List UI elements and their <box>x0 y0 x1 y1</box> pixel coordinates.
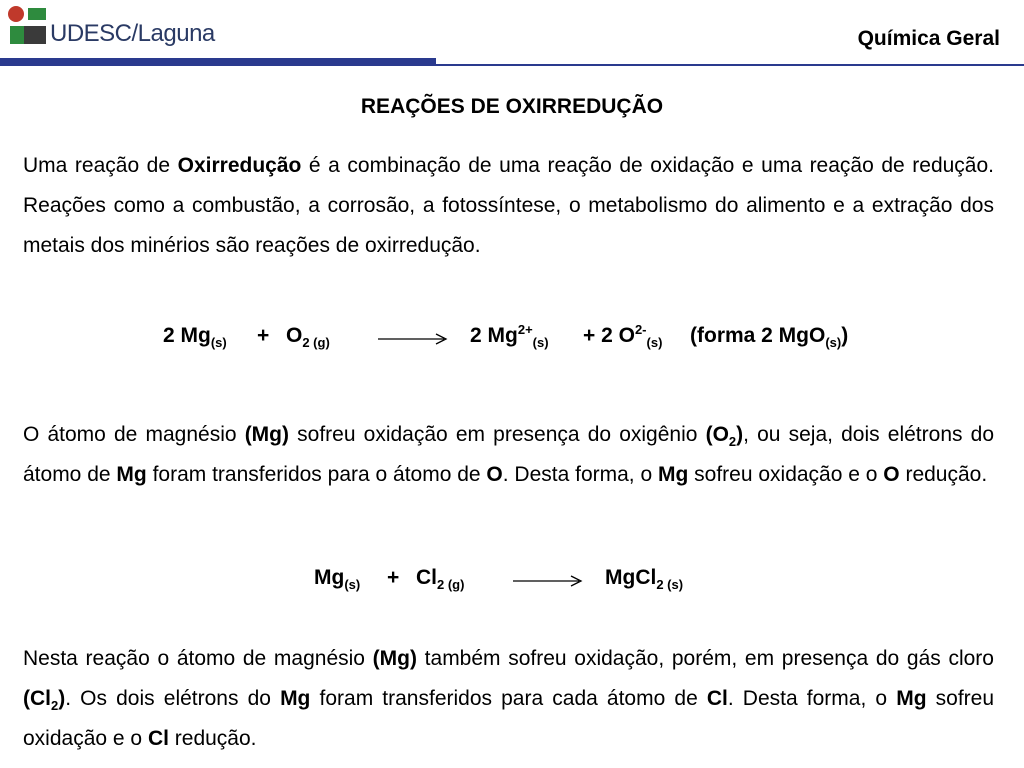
eq1-product-o-ion: + 2 $O^{2-}_{(s)}$ <box>583 322 663 350</box>
logo-text: UDESC/Laguna <box>50 20 215 47</box>
slide-header <box>0 0 1024 70</box>
eq1-product-mg-ion: 2 $Mg^{2+}_{(s)}$ <box>470 322 549 350</box>
eq2-reactant-mg: $Mg_{(s)}$ <box>314 566 361 592</box>
page-title: REAÇÕES DE OXIRREDUÇÃO <box>360 95 664 118</box>
eq1-reaction-arrow-icon <box>378 332 448 346</box>
eq1-reactant-mg: 2 $Mg_{(s)}$ <box>163 324 227 350</box>
term-oxirreducao: Oxirredução <box>177 154 302 177</box>
udesc-logo-icon <box>6 4 50 48</box>
eq2-product-mgcl2: MgCl$_{2 (s)}$ <box>605 566 684 592</box>
eq2-reaction-arrow-icon <box>513 574 583 588</box>
header-rule-thin <box>0 64 1024 66</box>
paragraph-chlorine: Nesta reação o átomo de magnésio (Mg) também sofreu oxidação, porém, em presença do gás cloro $(Cl_2)$. Os dois elétrons do Mg foram transferidos para cada átomo de Cl. Desta forma, o Mg sofreu oxidação e o Cl redução. <box>23 647 995 750</box>
eq1-note: (forma 2 MgO$_{(s)}$) <box>690 324 849 350</box>
eq1-reactant-o2: $O_{2 (g)}$ <box>286 324 330 350</box>
eq2-reactant-cl2: $Cl_{2 (g)}$ <box>416 566 465 592</box>
subject-title: Química Geral <box>857 27 1000 50</box>
paragraph-mg-oxidation: O átomo de magnésio (Mg) sofreu oxidação em presença do oxigênio $(O_2)$, ou seja, dois elétrons do átomo de Mg foram transferidos para o átomo de O. Desta forma, o Mg sofreu oxidação e o O redução. <box>23 423 994 486</box>
paragraph-intro: Uma reação de Oxirredução é a combinação de uma reação de oxidação e uma reação de redução. Reações como a combustão, a corrosão, a fotossíntese, o metabolismo do alimento e a extração dos metais dos minérios são reações de oxirredução. <box>23 154 994 257</box>
eq1-plus: + <box>257 324 270 347</box>
eq2-plus: + <box>387 566 400 589</box>
